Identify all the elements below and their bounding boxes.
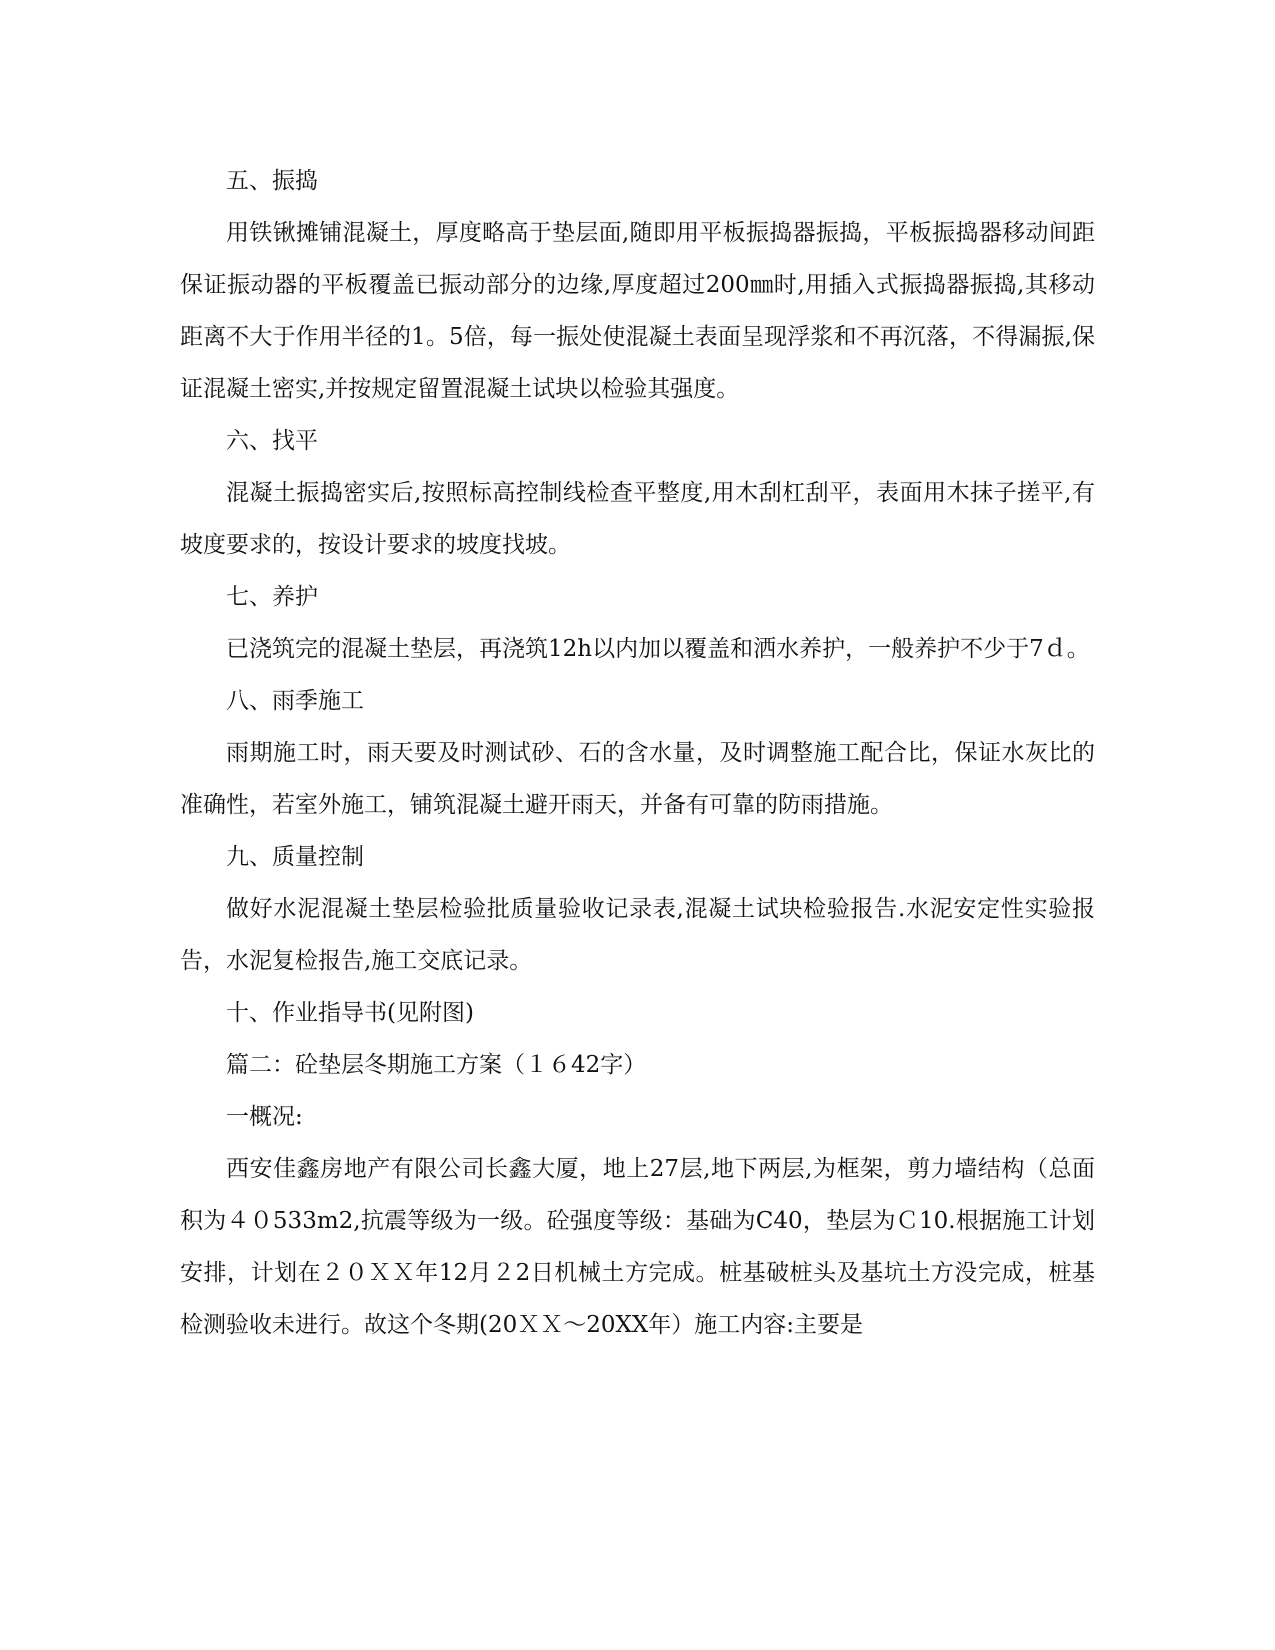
section-heading-rainy-season: 八、雨季施工 xyxy=(226,688,364,714)
section-heading-overview: 一概况: xyxy=(226,1104,303,1130)
paragraph-vibrating: 用铁锹摊铺混凝土，厚度略高于垫层面,随即用平板振捣器振捣，平板振捣器移动间距保证振动器的平板覆盖已振动部分的边缘,厚度超过200㎜时,用插入式振捣器振捣,其移动距离不大于作用半径的1。5倍，每一振处使混凝土表面呈现浮浆和不再沉落，不得漏振,保证混凝土密实,并按规定留置混凝土试块以检验其强度。 xyxy=(180,220,1095,402)
section-heading-vibrating: 五、振捣 xyxy=(226,168,318,194)
section-heading-quality-control: 九、质量控制 xyxy=(226,844,364,870)
paragraph-overview: 西安佳鑫房地产有限公司长鑫大厦，地上27层,地下两层,为框架，剪力墙结构（总面积为４０533m2,抗震等级为一级。砼强度等级：基础为C40，垫层为Ｃ10.根据施工计划安排，计划在２０ＸＸ年12月２2日机械土方完成。桩基破桩头及基坑土方没完成，桩基检测验收未进行。故这个冬期(20ＸＸ～20XX年）施工内容:主要是 xyxy=(180,1156,1095,1338)
paragraph-rainy-season: 雨期施工时，雨天要及时测试砂、石的含水量，及时调整施工配合比，保证水灰比的准确性，若室外施工，铺筑混凝土避开雨天，并备有可靠的防雨措施。 xyxy=(180,740,1095,818)
paragraph-curing: 已浇筑完的混凝土垫层，再浇筑12h以内加以覆盖和洒水养护，一般养护不少于7ｄ。 xyxy=(226,636,1090,662)
section-heading-leveling: 六、找平 xyxy=(226,428,318,454)
paragraph-leveling: 混凝土振捣密实后,按照标高控制线检查平整度,用木刮杠刮平，表面用木抹子搓平,有坡度要求的，按设计要求的坡度找坡。 xyxy=(180,480,1095,558)
document-page xyxy=(180,155,1095,1351)
article-two-title: 篇二：砼垫层冬期施工方案（１６42字） xyxy=(226,1052,647,1078)
paragraph-quality-control: 做好水泥混凝土垫层检验批质量验收记录表,混凝土试块检验报告.水泥安定性实验报告，水泥复检报告,施工交底记录。 xyxy=(180,896,1095,974)
section-heading-curing: 七、养护 xyxy=(226,584,318,610)
section-heading-work-instruction: 十、作业指导书(见附图) xyxy=(226,1000,474,1026)
